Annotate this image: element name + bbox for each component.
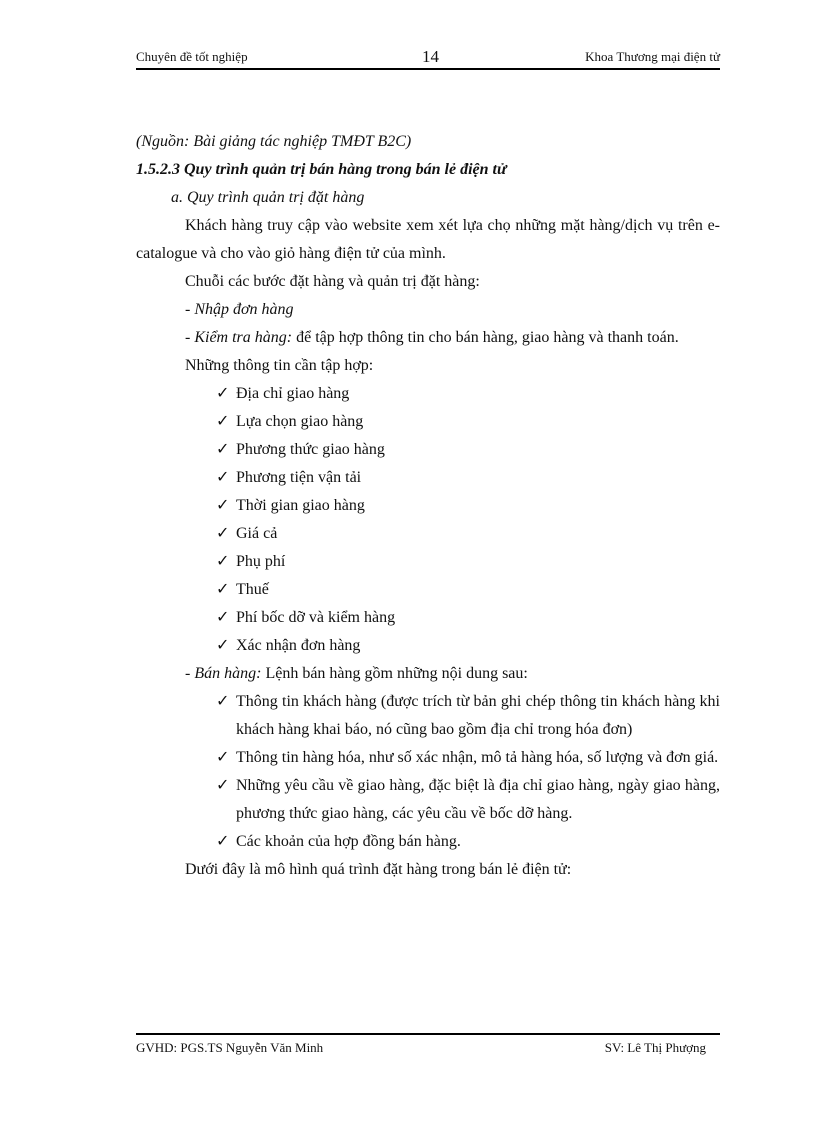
step-check-goods-text: để tập hợp thông tin cho bán hàng, giao hàng và thanh toán. xyxy=(292,329,679,346)
sale-order-intro xyxy=(136,660,720,688)
list-item: ✓ Giá cả xyxy=(136,520,720,548)
footer-student: SV: Lê Thị Phượng xyxy=(604,1040,706,1055)
check-icon: ✓ xyxy=(216,385,230,402)
step-enter-order: - Nhập đơn hàng xyxy=(185,301,294,318)
header-faculty: Khoa Thương mại điện tử xyxy=(585,49,720,64)
check-icon: ✓ xyxy=(216,553,230,570)
sale-order-text: Lệnh bán hàng gồm những nội dung sau: xyxy=(261,665,528,682)
step-check-goods-label: - Kiểm tra hàng: xyxy=(185,329,293,346)
list-item: ✓ Phí bốc dỡ và kiểm hàng xyxy=(136,604,720,632)
info-checklist xyxy=(136,380,720,660)
list-item: ✓ Những yêu cầu về giao hàng, đặc biệt là địa chỉ giao hàng, ngày giao hàng, phương thức giao hàng, các yêu cầu về bốc dỡ hàng. xyxy=(136,772,720,828)
list-item: ✓ Phụ phí xyxy=(136,548,720,576)
step-check-goods xyxy=(136,324,720,352)
list-item: ✓ Thời gian giao hàng xyxy=(136,492,720,520)
check-icon: ✓ xyxy=(216,497,230,514)
list-item: ✓ Xác nhận đơn hàng xyxy=(136,632,720,660)
check-icon: ✓ xyxy=(216,441,230,458)
list-item: ✓ Phương tiện vận tải xyxy=(136,464,720,492)
check-icon: ✓ xyxy=(216,609,230,626)
list-item: ✓ Địa chỉ giao hàng xyxy=(136,380,720,408)
page-body xyxy=(136,128,720,884)
paragraph-steps-intro: Chuỗi các bước đặt hàng và quản trị đặt hàng: xyxy=(185,273,480,290)
sale-checklist xyxy=(136,688,720,856)
list-item: ✓ Thuế xyxy=(136,576,720,604)
info-intro: Những thông tin cần tập hợp: xyxy=(185,357,374,374)
page-header xyxy=(136,44,720,70)
check-icon: ✓ xyxy=(216,693,230,710)
sale-order-label: - Bán hàng: xyxy=(185,665,262,682)
source-note: (Nguồn: Bài giảng tác nghiệp TMĐT B2C) xyxy=(136,133,412,150)
check-icon: ✓ xyxy=(216,413,230,430)
list-item: ✓ Các khoản của hợp đồng bán hàng. xyxy=(136,828,720,856)
check-icon: ✓ xyxy=(216,777,230,794)
page-number: 14 xyxy=(422,47,439,66)
check-icon: ✓ xyxy=(216,525,230,542)
footer-advisor: GVHD: PGS.TS Nguyễn Văn Minh xyxy=(136,1040,324,1055)
check-icon: ✓ xyxy=(216,749,230,766)
paragraph-intro: Khách hàng truy cập vào website xem xét lựa chọ những mặt hàng/dịch vụ trên e-catalogue và cho vào giỏ hàng điện tử của mình. xyxy=(136,217,720,262)
closing-paragraph: Dưới đây là mô hình quá trình đặt hàng trong bán lẻ điện tử: xyxy=(185,861,572,878)
list-item: ✓ Lựa chọn giao hàng xyxy=(136,408,720,436)
list-item: ✓ Phương thức giao hàng xyxy=(136,436,720,464)
page-footer xyxy=(136,1033,720,1057)
check-icon: ✓ xyxy=(216,469,230,486)
subsection-heading: a. Quy trình quản trị đặt hàng xyxy=(171,189,365,206)
check-icon: ✓ xyxy=(216,581,230,598)
header-thesis-title: Chuyên đề tốt nghiệp xyxy=(136,49,248,64)
section-heading: 1.5.2.3 Quy trình quản trị bán hàng trong bán lẻ điện tử xyxy=(136,161,507,178)
list-item: ✓ Thông tin khách hàng (được trích từ bản ghi chép thông tin khách hàng khi khách hàng khai báo, nó cũng bao gồm địa chỉ trong hóa đơn) xyxy=(136,688,720,744)
check-icon: ✓ xyxy=(216,637,230,654)
check-icon: ✓ xyxy=(216,833,230,850)
list-item: ✓ Thông tin hàng hóa, như số xác nhận, mô tả hàng hóa, số lượng và đơn giá. xyxy=(136,744,720,772)
